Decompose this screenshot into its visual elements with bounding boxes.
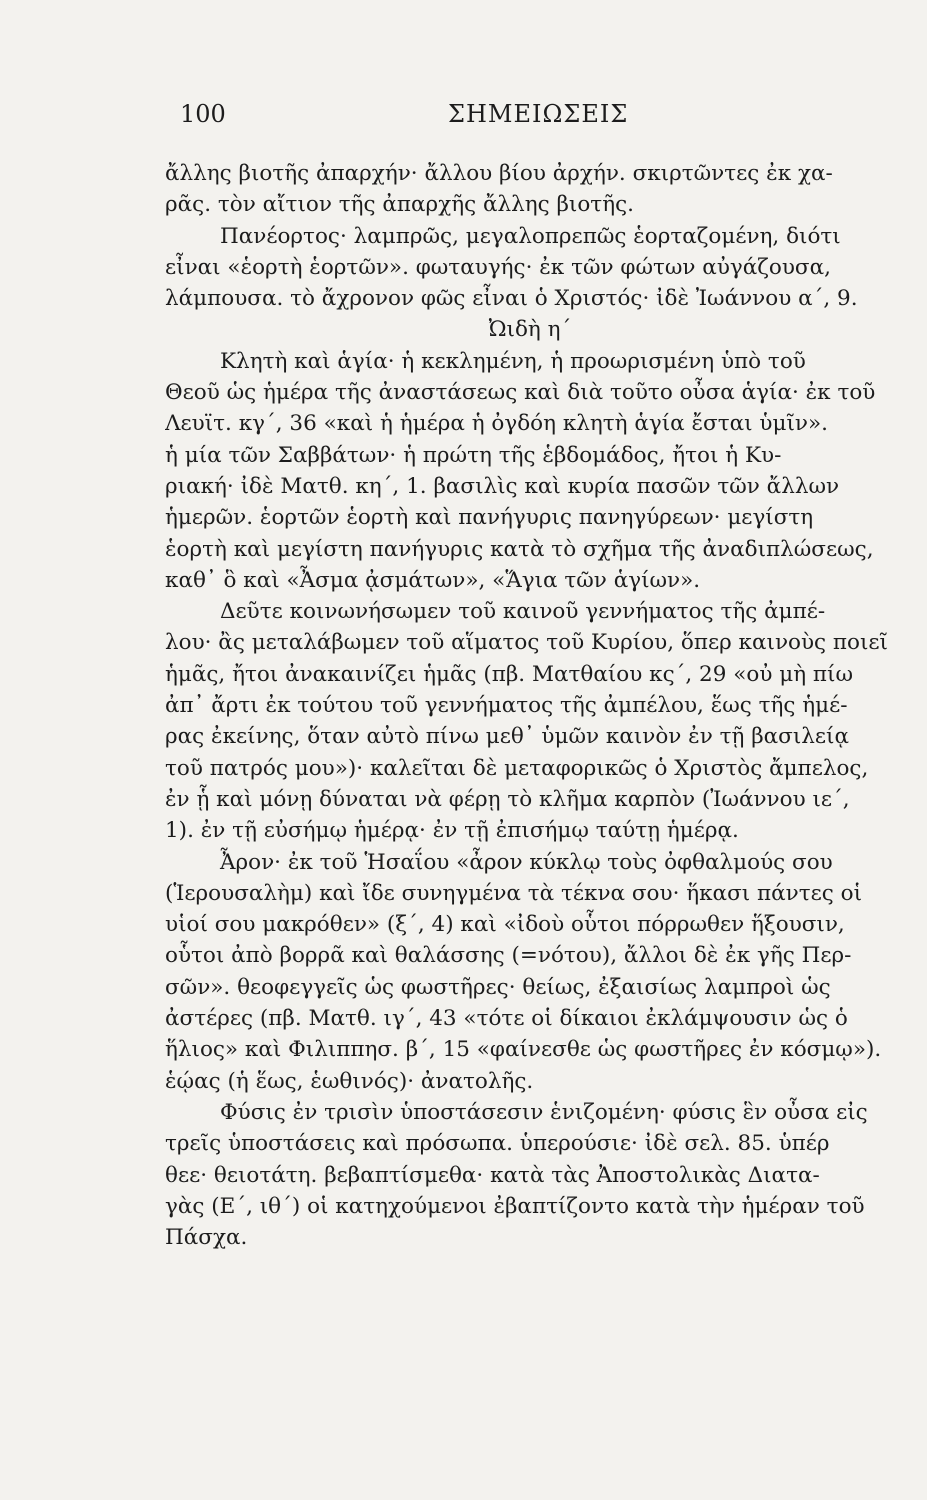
text-line: ἑορτὴ καὶ μεγίστη πανήγυρις κατὰ τὸ σχῆμα τῆς ἀναδιπλώσεως, [165, 536, 874, 562]
text-line: ρᾶς. τὸν αἴτιον τῆς ἀπαρχῆς ἄλλης βιοτῆς. [165, 192, 634, 218]
text-line: γὰς (Ε΄, ιθ΄) οἱ κατηχούμενοι ἐβαπτίζοντο κατὰ τὴν ἡμέραν τοῦ [165, 1193, 865, 1219]
text-line: ριακή· ἰδὲ Ματθ. κη΄, 1. βασιλὶς καὶ κυρία πασῶν τῶν ἄλλων [165, 473, 840, 499]
text-line: υἱοί σου μακρόθεν» (ξ΄, 4) καὶ «ἰδοὺ οὗτοι πόρρωθεν ἥξουσιν, [165, 912, 845, 938]
text-line: ἥλιος» καὶ Φιλιππησ. β΄, 15 «φαίνεσθε ὡς φωστῆρες ἐν κόσμῳ»). [165, 1037, 882, 1063]
text-line: 1). ἐν τῇ εὐσήμῳ ἡμέρᾳ· ἐν τῇ ἐπισήμῳ ταύτῃ ἡμέρᾳ. [165, 818, 739, 844]
text-line: οὗτοι ἀπὸ βορρᾶ καὶ θαλάσσης (=νότου), ἄλλοι δὲ ἐκ γῆς Περ- [165, 943, 852, 969]
text-line: τοῦ πατρός μου»)· καλεῖται δὲ μεταφορικῶς ὁ Χριστὸς ἄμπελος, [165, 755, 869, 781]
running-title: ΣΗΜΕΙΩΣΕΙΣ [448, 100, 629, 128]
section-heading: Ὠιδὴ η΄ [488, 317, 572, 343]
text-line: ἄλλης βιοτῆς ἀπαρχήν· ἄλλου βίου ἀρχήν. σκιρτῶντες ἐκ χα- [165, 161, 833, 186]
text-line: εἶναι «ἑορτὴ ἑορτῶν». φωταυγής· ἐκ τῶν φώτων αὐγάζουσα, [165, 254, 831, 280]
text-line: Δεῦτε κοινωνήσωμεν τοῦ καινοῦ γεννήματος τῆς ἀμπέ- [220, 599, 826, 625]
text-line: θεε· θειοτάτη. βεβαπτίσμεθα· κατὰ τὰς Ἀποστολικὰς Διατα- [165, 1162, 820, 1188]
text-line: ἀπ᾽ ἄρτι ἐκ τούτου τοῦ γεννήματος τῆς ἀμπέλου, ἕως τῆς ἡμέ- [165, 693, 848, 719]
text-line: ἐν ᾗ καὶ μόνῃ δύναται νὰ φέρῃ τὸ κλῆμα καρπὸν (Ἰωάννου ιε΄, [165, 786, 850, 812]
text-line: ρας ἐκείνης, ὅταν αὐτὸ πίνω μεθ᾽ ὑμῶν καινὸν ἐν τῇ βασιλείᾳ [165, 724, 850, 750]
page-number: 100 [180, 100, 226, 128]
text-line: ἡμερῶν. ἑορτῶν ἑορτὴ καὶ πανήγυρις πανηγύρεων· μεγίστη [165, 505, 814, 531]
text-line: καθ᾽ ὃ καὶ «Ἆσμα ᾀσμάτων», «Ἅγια τῶν ἁγίων». [165, 567, 701, 593]
text-line: Πάσχα. [165, 1225, 248, 1251]
text-line: τρεῖς ὑποστάσεις καὶ πρόσωπα. ὑπερούσιε· ἰδὲ σελ. 85. ὑπέρ [165, 1131, 830, 1157]
text-line: ἡμᾶς, ἤτοι ἀνακαινίζει ἡμᾶς (πβ. Ματθαίου κς΄, 29 «οὐ μὴ πίω [165, 661, 854, 687]
text-line: ἑῴας (ἡ ἕως, ἑωθινός)· ἀνατολῆς. [165, 1068, 534, 1094]
text-line: Λευϊτ. κγ΄, 36 «καὶ ἡ ἡμέρα ἡ ὀγδόη κλητὴ ἁγία ἔσται ὑμῖν». [165, 411, 828, 437]
text-line: Φύσις ἐν τρισὶν ὑποστάσεσιν ἑνιζομένη· φύσις ἓν οὖσα εἰς [220, 1099, 868, 1125]
text-line: λάμπουσα. τὸ ἄχρονον φῶς εἶναι ὁ Χριστός· ἰδὲ Ἰωάννου α΄, 9. [165, 286, 858, 312]
text-line: Πανέορτος· λαμπρῶς, μεγαλοπρεπῶς ἑορταζομένη, διότι [220, 223, 841, 249]
text-line: ἀστέρες (πβ. Ματθ. ιγ΄, 43 «τότε οἱ δίκαιοι ἐκλάμψουσιν ὡς ὁ [165, 1006, 848, 1032]
notes-body [165, 158, 895, 1253]
page-header [180, 100, 790, 136]
text-line: Θεοῦ ὡς ἡμέρα τῆς ἀναστάσεως καὶ διὰ τοῦτο οὖσα ἁγία· ἐκ τοῦ [165, 380, 876, 406]
text-line: Ἆρον· ἐκ τοῦ Ἡσαΐου «ἆρον κύκλῳ τοὺς ὀφθαλμούς σου [220, 849, 833, 875]
text-line: Κλητὴ καὶ ἁγία· ἡ κεκλημένη, ἡ προωρισμένη ὑπὸ τοῦ [220, 348, 806, 374]
text-line: σῶν». θεοφεγγεῖς ὡς φωστῆρες· θείως, ἐξαισίως λαμπροὶ ὡς [165, 974, 831, 1000]
text-line: (Ἱερουσαλὴμ) καὶ ἴδε συνηγμένα τὰ τέκνα σου· ἥκασι πάντες οἱ [165, 880, 863, 906]
text-line: ἡ μία τῶν Σαββάτων· ἡ πρώτη τῆς ἑβδομάδος, ἤτοι ἡ Κυ- [165, 442, 782, 468]
text-line: λου· ἂς μεταλάβωμεν τοῦ αἵματος τοῦ Κυρίου, ὅπερ καινοὺς ποιεῖ [165, 630, 888, 656]
